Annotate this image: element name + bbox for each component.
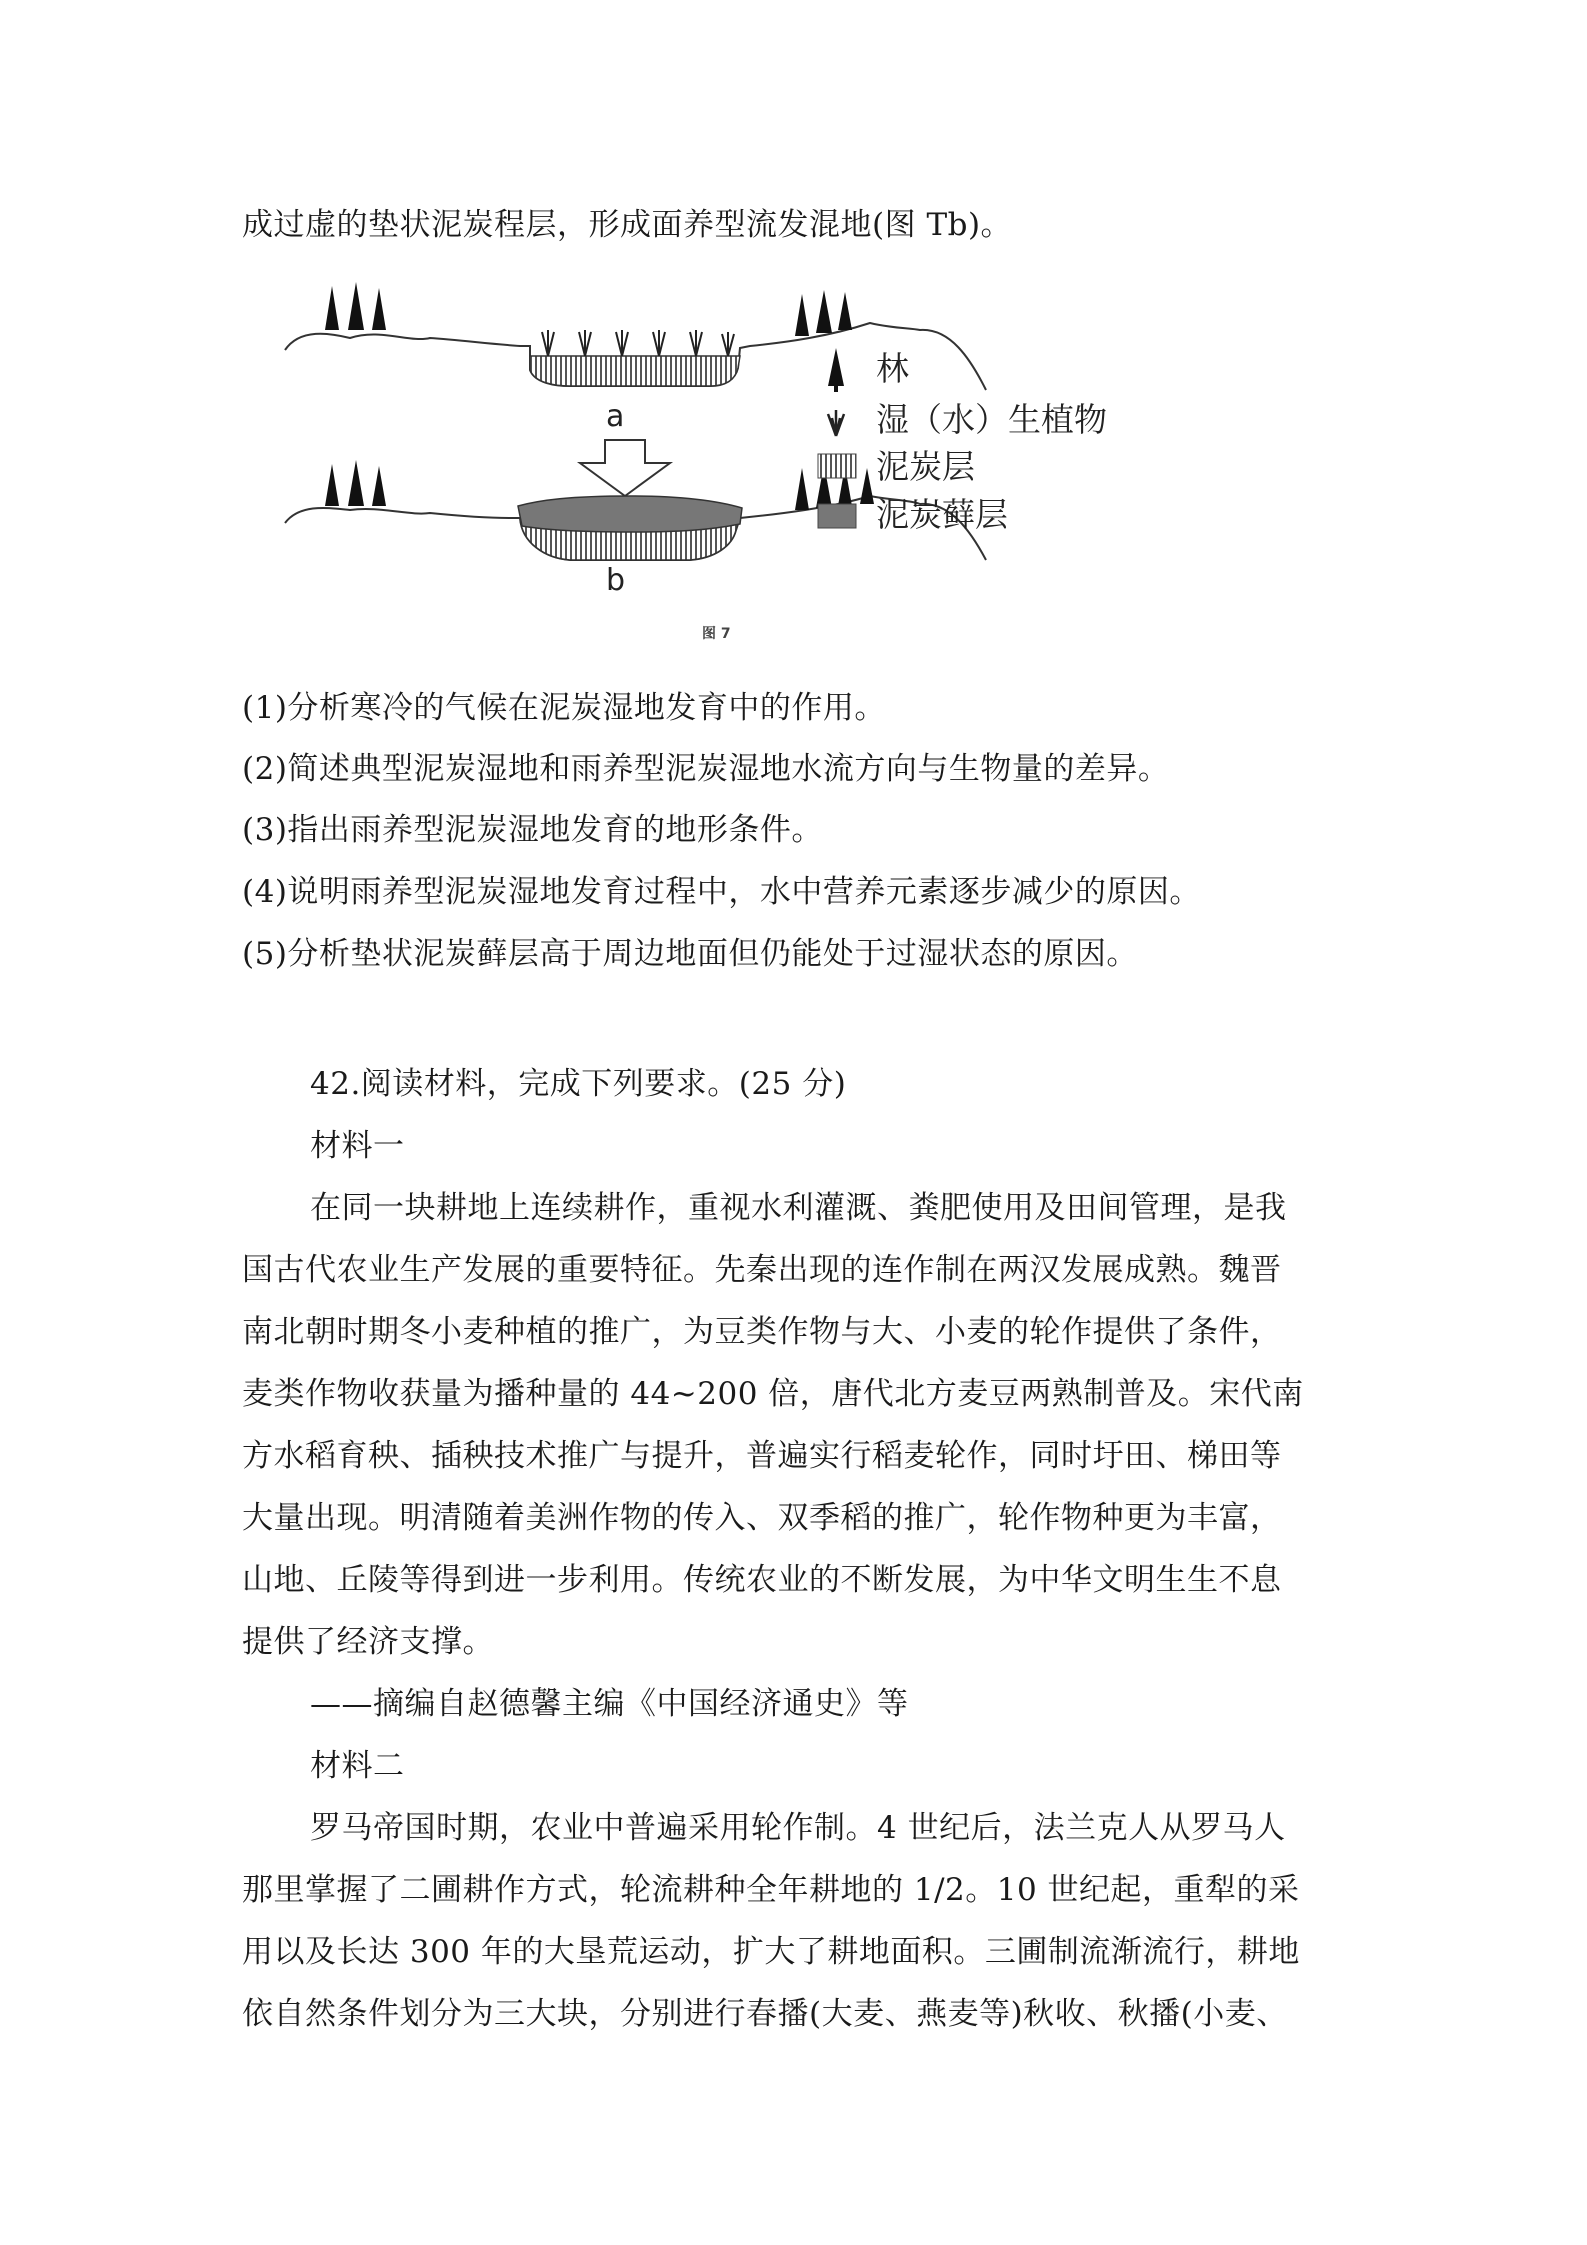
material1-line: 山地、丘陵等得到进一步利用。传统农业的不断发展，为中华文明生生不息 [242, 1562, 1282, 1598]
material1-title: 材料一 [310, 1128, 405, 1164]
legend-item-wetland-plant [828, 400, 1107, 439]
legend-label: 林 [876, 349, 909, 388]
legend-label: 湿（水）生植物 [876, 400, 1107, 439]
material1-line: 国古代农业生产发展的重要特征。先秦出现的连作制在两汉发展成熟。魏晋 [242, 1252, 1282, 1288]
label-b: b [606, 563, 626, 598]
peat-wetland-figure [270, 268, 1170, 648]
legend-label: 泥炭层 [876, 447, 975, 486]
material2-line: 依自然条件划分为三大块，分别进行春播(大麦、燕麦等)秋收、秋播(小麦、 [242, 1996, 1288, 2032]
material2-title: 材料二 [310, 1748, 405, 1784]
trees-left-b [325, 460, 386, 506]
intro-line: 成过虚的垫状泥炭程层，形成面养型流发混地(图 Tb)。 [242, 207, 1013, 243]
material1-line: 在同一块耕地上连续耕作，重视水利灌溉、粪肥使用及田间管理，是我 [310, 1190, 1287, 1226]
question-5: (5)分析垫状泥炭藓层高于周边地面但仍能处于过湿状态的原因。 [242, 936, 1138, 972]
question-1: (1)分析寒冷的气候在泥炭湿地发育中的作用。 [242, 690, 886, 726]
tree-icon [828, 348, 844, 392]
down-arrow-icon [580, 440, 670, 496]
legend-label: 泥炭藓层 [876, 495, 1008, 534]
material2-line: 那里掌握了二圃耕作方式，轮流耕种全年耕地的 1/2。10 世纪起，重犁的采 [242, 1872, 1300, 1908]
material2-line: 用以及长达 300 年的大垦荒运动，扩大了耕地面积。三圃制流渐流行，耕地 [242, 1934, 1300, 1970]
material1-source: ——摘编自赵德馨主编《中国经济通史》等 [310, 1686, 909, 1722]
material1-line: 提供了经济支撑。 [242, 1624, 494, 1660]
material2-line: 罗马帝国时期，农业中普遍采用轮作制。4 世纪后，法兰克人从罗马人 [310, 1810, 1286, 1846]
trees-right-a [795, 290, 852, 336]
question-2: (2)简述典型泥炭湿地和雨养型泥炭湿地水流方向与生物量的差异。 [242, 751, 1170, 787]
material1-line: 麦类作物收获量为播种量的 44~200 倍，唐代北方麦豆两熟制普及。宋代南 [242, 1376, 1304, 1412]
legend-item-forest [828, 348, 909, 392]
legend [818, 348, 1107, 534]
label-a: a [606, 399, 625, 434]
wetland-plant-icon [828, 410, 844, 436]
question-4: (4)说明雨养型泥炭湿地发育过程中，水中营养元素逐步减少的原因。 [242, 874, 1201, 910]
q42-heading: 42.阅读材料，完成下列要求。(25 分) [310, 1066, 847, 1102]
material1-line: 方水稻育秧、插秧技术推广与提升，普遍实行稻麦轮作，同时圩田、梯田等 [242, 1438, 1282, 1474]
material1-line: 大量出现。明清随着美洲作物的传入、双季稻的推广，轮作物种更为丰富， [242, 1500, 1282, 1536]
question-3: (3)指出雨养型泥炭湿地发育的地形条件。 [242, 812, 823, 848]
peat-moss-layer-swatch [818, 504, 856, 528]
legend-item-peat [818, 447, 975, 486]
peat-layer-swatch [818, 454, 856, 478]
wetland-plants-a [542, 330, 734, 356]
trees-left-a [325, 282, 386, 330]
material1-line: 南北朝时期冬小麦种植的推广，为豆类作物与大、小麦的轮作提供了条件， [242, 1314, 1282, 1350]
figure-caption: 图 7 [702, 626, 731, 642]
